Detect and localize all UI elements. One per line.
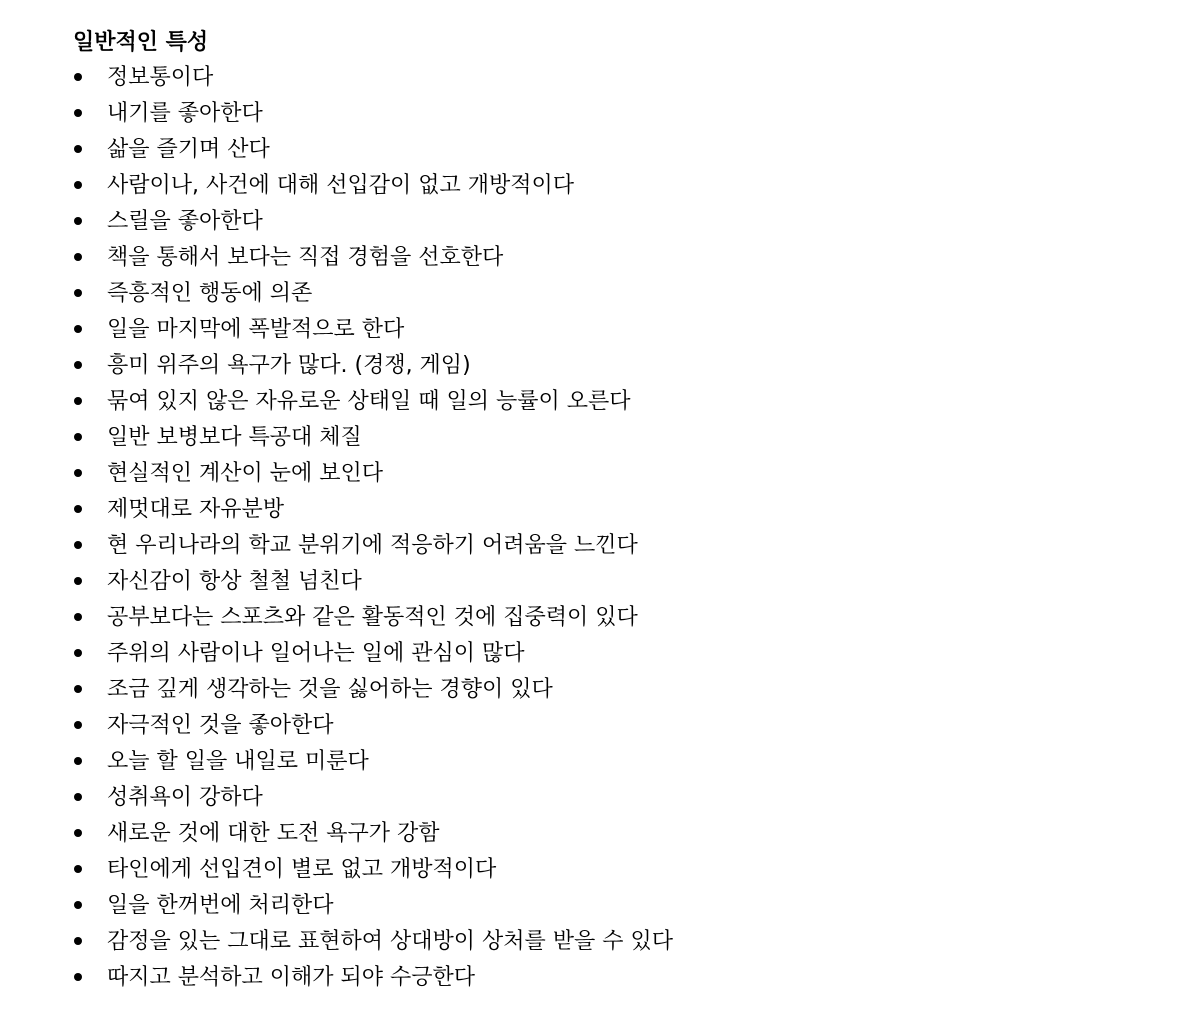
bullet-icon xyxy=(74,361,82,369)
bullet-icon xyxy=(74,217,82,225)
bullet-icon xyxy=(74,793,82,801)
list-item xyxy=(73,240,1173,276)
list-item-text: 즉흥적인 행동에 의존 xyxy=(107,281,313,306)
list-item-text: 일을 마지막에 폭발적으로 한다 xyxy=(107,317,405,342)
list-item-text: 감정을 있는 그대로 표현하여 상대방이 상처를 받을 수 있다 xyxy=(107,929,673,954)
list-item xyxy=(73,600,1173,636)
bullet-icon xyxy=(74,109,82,117)
list-item-text: 일반 보병보다 특공대 체질 xyxy=(107,425,362,450)
bullet-icon xyxy=(74,253,82,261)
list-item xyxy=(73,564,1173,600)
list-item xyxy=(73,528,1173,564)
bullet-icon xyxy=(74,577,82,585)
list-item xyxy=(73,204,1173,240)
list-item-text: 흥미 위주의 욕구가 많다. (경쟁, 게임) xyxy=(107,353,471,378)
list-item-text: 따지고 분석하고 이해가 되야 수긍한다 xyxy=(107,965,476,990)
list-item xyxy=(73,60,1173,96)
list-item xyxy=(73,852,1173,888)
bullet-icon xyxy=(74,469,82,477)
bullet-icon xyxy=(74,865,82,873)
list-item-text: 현 우리나라의 학교 분위기에 적응하기 어려움을 느낀다 xyxy=(107,533,638,558)
bullet-icon xyxy=(74,901,82,909)
bullet-icon xyxy=(74,541,82,549)
list-item-text: 내기를 좋아한다 xyxy=(107,101,263,126)
bullet-icon xyxy=(74,829,82,837)
list-item-text: 오늘 할 일을 내일로 미룬다 xyxy=(107,749,369,774)
list-item-text: 새로운 것에 대한 도전 욕구가 강함 xyxy=(107,821,440,846)
list-item xyxy=(73,276,1173,312)
list-item xyxy=(73,492,1173,528)
bullet-icon xyxy=(74,181,82,189)
bullet-icon xyxy=(74,937,82,945)
list-item-text: 타인에게 선입견이 별로 없고 개방적이다 xyxy=(107,857,497,882)
bullet-icon xyxy=(74,145,82,153)
list-item xyxy=(73,924,1173,960)
bullet-icon xyxy=(74,649,82,657)
list-item-text: 제멋대로 자유분방 xyxy=(107,497,285,522)
list-item-text: 묶여 있지 않은 자유로운 상태일 때 일의 능률이 오른다 xyxy=(107,389,631,414)
bullet-icon xyxy=(74,721,82,729)
list-item-text: 현실적인 계산이 눈에 보인다 xyxy=(107,461,384,486)
bullet-icon xyxy=(74,613,82,621)
list-item-text: 조금 깊게 생각하는 것을 싫어하는 경향이 있다 xyxy=(107,677,553,702)
bullet-icon xyxy=(74,685,82,693)
bullet-icon xyxy=(74,397,82,405)
list-item xyxy=(73,708,1173,744)
bullet-icon xyxy=(74,289,82,297)
bullet-icon xyxy=(74,505,82,513)
list-item xyxy=(73,132,1173,168)
list-item xyxy=(73,384,1173,420)
bullet-icon xyxy=(74,433,82,441)
list-item xyxy=(73,168,1173,204)
list-item-text: 주위의 사람이나 일어나는 일에 관심이 많다 xyxy=(107,641,525,666)
list-item xyxy=(73,672,1173,708)
list-item-text: 자극적인 것을 좋아한다 xyxy=(107,713,334,738)
list-item-text: 일을 한꺼번에 처리한다 xyxy=(107,893,334,918)
list-item-text: 책을 통해서 보다는 직접 경험을 선호한다 xyxy=(107,245,504,270)
list-item xyxy=(73,816,1173,852)
list-item xyxy=(73,636,1173,672)
list-item xyxy=(73,780,1173,816)
trait-list xyxy=(73,60,1173,996)
bullet-icon xyxy=(74,325,82,333)
list-item-text: 정보통이다 xyxy=(107,65,214,90)
list-item xyxy=(73,96,1173,132)
list-item xyxy=(73,456,1173,492)
list-item xyxy=(73,348,1173,384)
document xyxy=(73,26,1173,996)
bullet-icon xyxy=(74,73,82,81)
list-item-text: 사람이나, 사건에 대해 선입감이 없고 개방적이다 xyxy=(107,173,575,198)
list-item-text: 성취욕이 강하다 xyxy=(107,785,263,810)
list-item xyxy=(73,420,1173,456)
list-item-text: 자신감이 항상 철철 넘친다 xyxy=(107,569,362,594)
list-item xyxy=(73,744,1173,780)
bullet-icon xyxy=(74,973,82,981)
list-item-text: 공부보다는 스포츠와 같은 활동적인 것에 집중력이 있다 xyxy=(107,605,638,630)
list-item xyxy=(73,960,1173,996)
list-item-text: 스릴을 좋아한다 xyxy=(107,209,263,234)
list-item xyxy=(73,312,1173,348)
list-item-text: 삶을 즐기며 산다 xyxy=(107,137,270,162)
bullet-icon xyxy=(74,757,82,765)
section-heading: 일반적인 특성 xyxy=(73,30,209,55)
list-item xyxy=(73,888,1173,924)
